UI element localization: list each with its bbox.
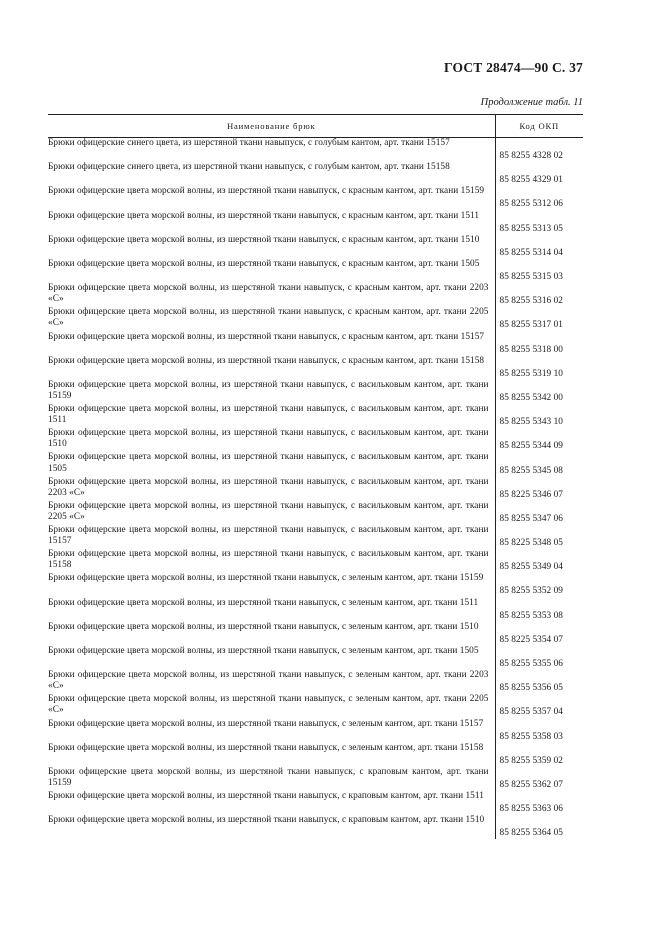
- table-row: [48, 356, 583, 380]
- okp-code-cell: 85 8255 5356 05: [499, 683, 564, 694]
- table-body: [48, 138, 583, 840]
- okp-code-cell: 85 8255 5353 08: [499, 610, 564, 621]
- trouser-name-cell: Брюки офицерские цвета морской волны, из шерстяной ткани навыпуск, с красным кантом, арт. ткани 1511: [48, 211, 495, 235]
- table-row: [48, 670, 583, 694]
- trouser-name-cell: Брюки офицерские цвета морской волны, из шерстяной ткани навыпуск, с красным кантом, арт. ткани 15157: [48, 332, 495, 356]
- okp-code-cell: 85 8255 5352 09: [499, 586, 564, 597]
- table-row: [48, 186, 583, 210]
- okp-code-cell: 85 8255 5363 06: [499, 804, 564, 815]
- trouser-name-cell: Брюки офицерские цвета морской волны, из шерстяной ткани навыпуск, с краповым кантом, арт. ткани 1510: [48, 815, 495, 839]
- table-row: [48, 428, 583, 452]
- trouser-name-cell: Брюки офицерские цвета морской волны, из шерстяной ткани навыпуск, с зеленым кантом, арт. ткани 15159: [48, 573, 495, 597]
- okp-code-cell: 85 8255 5317 01: [499, 320, 564, 331]
- trouser-name-cell: Брюки офицерские цвета морской волны, из шерстяной ткани навыпуск, с васильковым кантом, арт. ткани 1511: [48, 404, 495, 428]
- table-row: [48, 694, 583, 718]
- table-row: [48, 598, 583, 622]
- table-row: [48, 743, 583, 767]
- trouser-name-cell: Брюки офицерские цвета морской волны, из шерстяной ткани навыпуск, с краповым кантом, арт. ткани 15159: [48, 767, 495, 791]
- trouser-name-cell: Брюки офицерские цвета морской волны, из шерстяной ткани навыпуск, с краповым кантом, арт. ткани 1511: [48, 791, 495, 815]
- table-row: [48, 138, 583, 163]
- trouser-name-cell: Брюки офицерские цвета морской волны, из шерстяной ткани навыпуск, с красным кантом, арт. ткани 15158: [48, 356, 495, 380]
- column-header-code: Код ОКП: [495, 115, 583, 138]
- okp-code-cell: 85 8255 5316 02: [499, 296, 564, 307]
- trouser-name-cell: Брюки офицерские цвета морской волны, из шерстяной ткани навыпуск, с зеленым кантом, арт. ткани 1511: [48, 598, 495, 622]
- table-row: [48, 162, 583, 186]
- table-continuation-label: Продолжение табл. 11: [480, 97, 583, 108]
- trouser-name-cell: Брюки офицерские цвета морской волны, из шерстяной ткани навыпуск, с васильковым кантом, арт. ткани 15158: [48, 549, 495, 573]
- table-row: [48, 719, 583, 743]
- okp-code-cell: 85 8255 5312 06: [499, 199, 564, 210]
- table-row: [48, 283, 583, 307]
- okp-code-cell: 85 8255 5319 10: [499, 368, 564, 379]
- trouser-name-cell: Брюки офицерские цвета морской волны, из шерстяной ткани навыпуск, с красным кантом, арт. ткани 15159: [48, 186, 495, 210]
- table-row: [48, 646, 583, 670]
- trouser-name-cell: Брюки офицерские цвета морской волны, из шерстяной ткани навыпуск, с васильковым кантом, арт. ткани 2203 «С»: [48, 477, 495, 501]
- table-row: [48, 477, 583, 501]
- okp-code-cell: 85 8255 5318 00: [499, 344, 564, 355]
- okp-code-cell: 85 8255 5344 09: [499, 441, 564, 452]
- table-row: [48, 525, 583, 549]
- trouser-name-cell: Брюки офицерские цвета морской волны, из шерстяной ткани навыпуск, с васильковым кантом, арт. ткани 2205 «С»: [48, 501, 495, 525]
- trouser-name-cell: Брюки офицерские цвета морской волны, из шерстяной ткани навыпуск, с зеленым кантом, арт. ткани 1505: [48, 646, 495, 670]
- table-row: [48, 332, 583, 356]
- okp-code-cell: 85 8255 5342 00: [499, 392, 564, 403]
- okp-code-cell: 85 8255 5314 04: [499, 247, 564, 258]
- table-row: [48, 791, 583, 815]
- table-row: [48, 259, 583, 283]
- okp-code-cell: 85 8255 4329 01: [499, 175, 564, 186]
- trouser-name-cell: Брюки офицерские цвета морской волны, из шерстяной ткани навыпуск, с красным кантом, арт. ткани 2205 «С»: [48, 307, 495, 331]
- trouser-name-cell: Брюки офицерские цвета морской волны, из шерстяной ткани навыпуск, с зеленым кантом, арт. ткани 15157: [48, 719, 495, 743]
- okp-code-cell: 85 8225 5346 07: [499, 489, 564, 500]
- okp-code-cell: 85 8255 5347 06: [499, 513, 564, 524]
- table-row: [48, 549, 583, 573]
- trouser-name-cell: Брюки офицерские цвета морской волны, из шерстяной ткани навыпуск, с красным кантом, арт. ткани 1505: [48, 259, 495, 283]
- table-row: [48, 573, 583, 597]
- table-row: [48, 235, 583, 259]
- okp-code-cell: 85 8255 5357 04: [499, 707, 564, 718]
- table-row: [48, 501, 583, 525]
- page-header: ГОСТ 28474—90 С. 37: [444, 60, 583, 75]
- table-row: [48, 622, 583, 646]
- table-row: [48, 404, 583, 428]
- okp-code-cell: 85 8255 5364 05: [499, 828, 564, 839]
- trouser-name-cell: Брюки офицерские цвета морской волны, из шерстяной ткани навыпуск, с зеленым кантом, арт. ткани 2205 «С»: [48, 694, 495, 718]
- okp-code-cell: 85 8255 5345 08: [499, 465, 564, 476]
- table-header-row: [48, 115, 583, 138]
- table-row: [48, 815, 583, 839]
- okp-code-cell: 85 8255 5359 02: [499, 755, 564, 766]
- okp-code-cell: 85 8255 5362 07: [499, 779, 564, 790]
- table-row: [48, 307, 583, 331]
- okp-code-cell: 85 8225 5354 07: [499, 634, 564, 645]
- trouser-name-cell: Брюки офицерские цвета морской волны, из шерстяной ткани навыпуск, с красным кантом, арт. ткани 1510: [48, 235, 495, 259]
- trouser-name-cell: Брюки офицерские цвета морской волны, из шерстяной ткани навыпуск, с зеленым кантом, арт. ткани 15158: [48, 743, 495, 767]
- trousers-table: [48, 114, 583, 839]
- okp-code-cell: 85 8255 5315 03: [499, 272, 564, 283]
- okp-code-cell: 85 8255 5349 04: [499, 562, 564, 573]
- trouser-name-cell: Брюки офицерские цвета морской волны, из шерстяной ткани навыпуск, с зеленым кантом, арт. ткани 2203 «С»: [48, 670, 495, 694]
- column-header-name: Наименование брюк: [48, 115, 495, 138]
- table-row: [48, 767, 583, 791]
- table-head: [48, 115, 583, 138]
- trouser-name-cell: Брюки офицерские цвета морской волны, из шерстяной ткани навыпуск, с васильковым кантом, арт. ткани 15159: [48, 380, 495, 404]
- table-row: [48, 380, 583, 404]
- trouser-name-cell: Брюки офицерские цвета морской волны, из шерстяной ткани навыпуск, с васильковым кантом, арт. ткани 1510: [48, 428, 495, 452]
- trouser-name-cell: Брюки офицерские цвета морской волны, из шерстяной ткани навыпуск, с красным кантом, арт. ткани 2203 «С»: [48, 283, 495, 307]
- okp-code-cell: 85 8255 5343 10: [499, 417, 564, 428]
- trouser-name-cell: Брюки офицерские цвета морской волны, из шерстяной ткани навыпуск, с васильковым кантом, арт. ткани 15157: [48, 525, 495, 549]
- okp-code-cell: 85 8255 5358 03: [499, 731, 564, 742]
- trouser-name-cell: Брюки офицерские цвета морской волны, из шерстяной ткани навыпуск, с зеленым кантом, арт. ткани 1510: [48, 622, 495, 646]
- table-row: [48, 452, 583, 476]
- trouser-name-cell: Брюки офицерские синего цвета, из шерстяной ткани навыпуск, с голубым кантом, арт. ткани 15157: [48, 138, 495, 163]
- okp-code-cell: 85 8255 5355 06: [499, 659, 564, 670]
- okp-code-cell: 85 8255 4328 02: [499, 151, 564, 162]
- trouser-name-cell: Брюки офицерские цвета морской волны, из шерстяной ткани навыпуск, с васильковым кантом, арт. ткани 1505: [48, 452, 495, 476]
- okp-code-cell: 85 8255 5313 05: [499, 223, 564, 234]
- table-row: [48, 211, 583, 235]
- trouser-name-cell: Брюки офицерские синего цвета, из шерстяной ткани навыпуск, с голубым кантом, арт. ткани 15158: [48, 162, 495, 186]
- okp-code-cell: 85 8225 5348 05: [499, 538, 564, 549]
